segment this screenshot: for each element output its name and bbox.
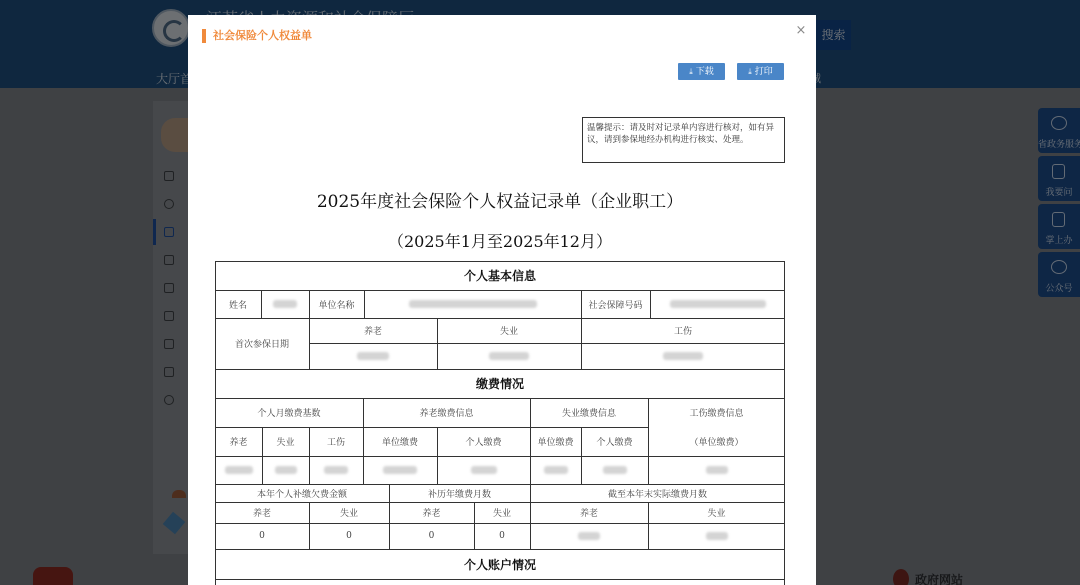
col-base-injury: 工伤 bbox=[326, 438, 345, 448]
value-base-pension bbox=[215, 456, 262, 484]
document-period: （2025年1月至2025年12月） bbox=[388, 232, 612, 251]
col-injury-unit: （单位缴费） bbox=[689, 438, 744, 448]
label-unemployment-info: 失业缴费信息 bbox=[561, 409, 616, 419]
value-actual-unemployment bbox=[648, 523, 785, 549]
modal-title: 社会保险个人权益单 bbox=[213, 29, 312, 42]
col-backpay-pension: 养老 bbox=[422, 509, 441, 519]
value-arrears-pension: 0 bbox=[259, 531, 265, 541]
value-arrears-unemployment: 0 bbox=[346, 531, 352, 541]
section-account: 个人账户情况 bbox=[463, 557, 536, 572]
table-rule bbox=[215, 579, 785, 580]
col-unemployment-personal: 个人缴费 bbox=[596, 438, 633, 448]
col-backpay-unemployment: 失业 bbox=[492, 509, 511, 519]
rights-record-modal bbox=[188, 15, 816, 585]
value-employer bbox=[364, 290, 581, 318]
rights-record-table bbox=[215, 261, 785, 585]
label-name: 姓名 bbox=[228, 300, 247, 311]
label-ss-number: 社会保障号码 bbox=[588, 300, 643, 311]
value-pension-unit bbox=[363, 456, 437, 484]
value-unemployment-unit bbox=[530, 456, 581, 484]
close-button[interactable]: × bbox=[795, 23, 807, 38]
label-monthly-base: 个人月缴费基数 bbox=[257, 409, 321, 419]
value-backpay-pension: 0 bbox=[428, 531, 435, 541]
value-base-injury bbox=[309, 456, 363, 484]
label-employer: 单位名称 bbox=[318, 300, 355, 311]
value-actual-pension bbox=[530, 523, 648, 549]
value-first-date-unemployment bbox=[437, 343, 581, 369]
col-actual-pension: 养老 bbox=[579, 509, 598, 519]
value-base-unemployment bbox=[262, 456, 309, 484]
value-first-date-pension bbox=[309, 343, 437, 369]
section-basic-info: 个人基本信息 bbox=[463, 269, 536, 283]
value-unemployment-personal bbox=[581, 456, 648, 484]
label-backpay-months: 补历年缴费月数 bbox=[427, 489, 491, 500]
print-label: 打印 bbox=[754, 67, 773, 77]
col-arrears-unemployment: 失业 bbox=[339, 509, 358, 519]
section-payment: 缴费情况 bbox=[475, 377, 524, 391]
value-pension-personal bbox=[437, 456, 530, 484]
download-button[interactable] bbox=[678, 63, 725, 80]
col-pension-personal: 个人缴费 bbox=[465, 438, 502, 448]
value-ss-number bbox=[650, 290, 785, 318]
label-pension-info: 养老缴费信息 bbox=[419, 409, 474, 419]
col-actual-unemployment: 失业 bbox=[707, 509, 726, 519]
col-pension-unit: 单位缴费 bbox=[381, 438, 418, 448]
value-name bbox=[261, 290, 309, 318]
download-icon: ⤓ bbox=[748, 67, 752, 76]
label-arrears: 本年个人补缴欠费金额 bbox=[256, 489, 347, 500]
download-label: 下载 bbox=[695, 67, 714, 77]
print-button[interactable] bbox=[737, 63, 784, 80]
download-icon: ⤓ bbox=[689, 67, 693, 76]
col-pension: 养老 bbox=[363, 327, 382, 337]
col-arrears-pension: 养老 bbox=[252, 509, 271, 519]
value-first-date-injury bbox=[581, 343, 785, 369]
col-unemployment: 失业 bbox=[499, 327, 518, 337]
document-title: 2025年度社会保险个人权益记录单（企业职工） bbox=[316, 192, 684, 212]
label-actual-months: 截至本年末实际缴费月数 bbox=[607, 489, 707, 500]
notice-box: 温馨提示：请及时对记录单内容进行核对，如有异议，请到参保地经办机构进行核实、处理。 bbox=[582, 117, 785, 163]
col-base-pension: 养老 bbox=[229, 438, 248, 448]
label-first-date: 首次参保日期 bbox=[234, 340, 289, 350]
label-injury-info: 工伤缴费信息 bbox=[689, 409, 744, 419]
title-accent-bar bbox=[202, 29, 206, 43]
col-base-unemployment: 失业 bbox=[276, 438, 295, 448]
col-unemployment-unit: 单位缴费 bbox=[537, 438, 574, 448]
value-backpay-unemployment: 0 bbox=[499, 531, 505, 541]
col-injury: 工伤 bbox=[673, 327, 692, 337]
value-injury-unit bbox=[648, 456, 785, 484]
